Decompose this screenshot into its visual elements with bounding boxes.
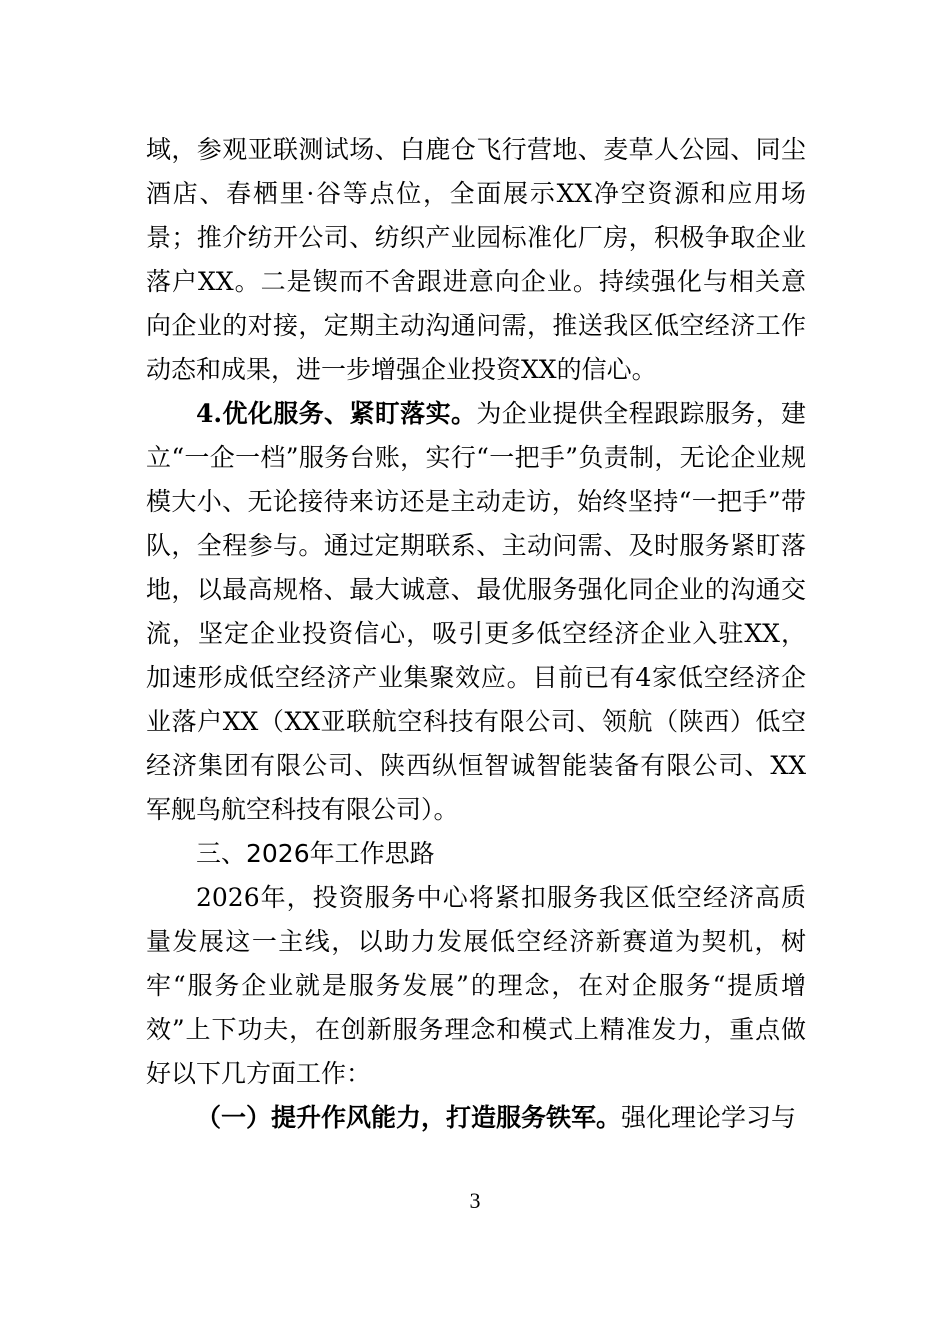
paragraph-item-4 bbox=[146, 392, 806, 832]
paragraph-lead: 4.优化服务、紧盯落实。 bbox=[196, 399, 477, 428]
section-heading bbox=[146, 832, 806, 876]
paragraph-continuation bbox=[146, 128, 806, 392]
body-text bbox=[146, 128, 806, 1140]
paragraph-text: 为企业提供全程跟踪服务，建立“一企一档”服务台账，实行“一把手”负责制，无论企业规模大小、无论接待来访还是主动走访，始终坚持“一把手”带队，全程参与。通过定期联系、主动问需、及时服务紧盯落地，以最高规格、最大诚意、最优服务强化同企业的沟通交流，坚定企业投资信心，吸引更多低空经济企业入驻XX，加速形成低空经济产业集聚效应。目前已有4家低空经济企业落户XX（XX亚联航空科技有限公司、领航（陕西）低空经济集团有限公司、陕西纵恒智诚智能装备有限公司、XX军舰鸟航空科技有限公司）。 bbox=[146, 399, 806, 824]
paragraph-text: 强化理论学习与 bbox=[621, 1103, 797, 1132]
paragraph-text: 2026年，投资服务中心将紧扣服务我区低空经济高质量发展这一主线，以助力发展低空经济新赛道为契机，树牢“服务企业就是服务发展”的理念，在对企服务“提质增效”上下功夫，在创新服务理念和模式上精准发力，重点做好以下几方面工作： bbox=[146, 883, 806, 1088]
paragraph-item-1 bbox=[146, 1096, 806, 1140]
paragraph-intro-2026 bbox=[146, 876, 806, 1096]
page-number: 3 bbox=[469, 1188, 481, 1213]
paragraph-lead: （一）提升作风能力，打造服务铁军。 bbox=[196, 1103, 622, 1132]
section-heading-text: 三、2026年工作思路 bbox=[196, 839, 435, 868]
paragraph-text: 域，参观亚联测试场、白鹿仓飞行营地、麦草人公园、同尘酒店、春栖里·谷等点位，全面展示XX净空资源和应用场景；推介纺开公司、纺织产业园标准化厂房，积极争取企业落户XX。二是锲而不舍跟进意向企业。持续强化与相关意向企业的对接，定期主动沟通问需，推送我区低空经济工作动态和成果，进一步增强企业投资XX的信心。 bbox=[146, 135, 806, 384]
